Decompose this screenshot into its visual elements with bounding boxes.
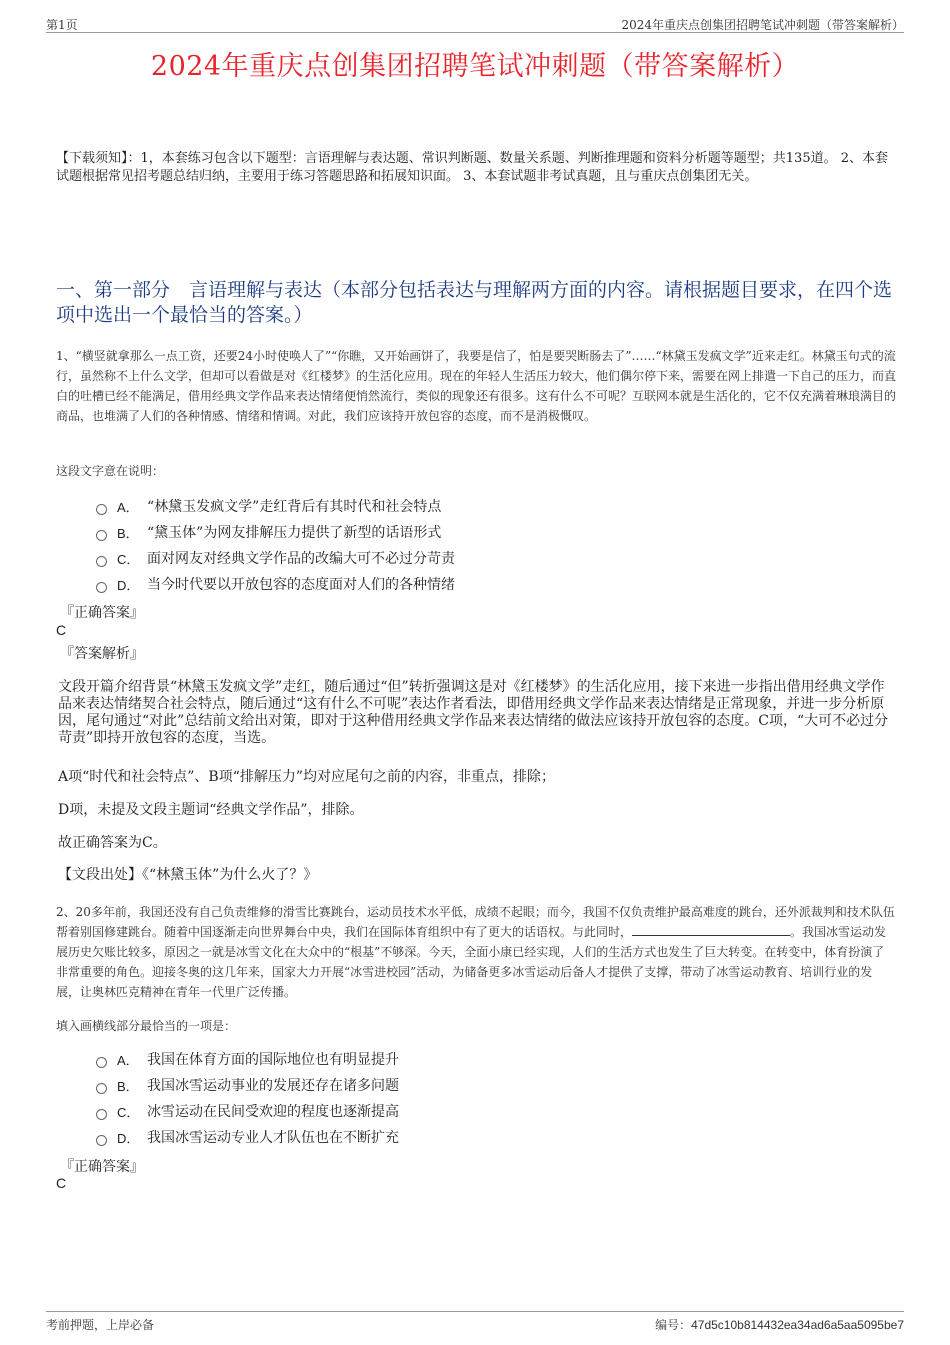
section-title: 一、第一部分 言语理解与表达（本部分包括表达与理解两方面的内容。请根据题目要求，在四个选项中选出一个最恰当的答案。） <box>56 279 893 326</box>
question-2-options <box>96 1046 896 1150</box>
question-1-text: 1、“横竖就拿那么一点工资，还要24小时使唤人了”“你瞧，又开始画饼了，我要是信了，怕是要哭断肠去了”……“林黛玉发疯文学”近来走红。林黛玉句式的流行，虽然称不上什么文学，但却可以看做是对《红楼梦》的生活化应用。现在的年轻人生活压力较大，他们偶尔停下来，需要在网上排遣一下自己的压力，而直白的吐槽已经不能满足，借用经典文学作品来表达情绪便悄然流行，类似的现象还有很多。这有什么不可呢？互联网本就是生活化的，它不仅充满着琳琅满目的商品，也堆满了人们的各种情感、情绪和情调。对此，我们应该持开放包容的态度，而不是消极慨叹。 <box>56 349 897 423</box>
q2-option-a[interactable] <box>96 1046 896 1072</box>
radio-icon[interactable] <box>96 1057 107 1068</box>
download-notice: 【下载须知】：1，本套练习包含以下题型：言语理解与表达题、常识判断题、数量关系题、判断推理题和资料分析题等题型；共135道。 2、本套试题根据常见招考题总结归纳，主要用于练习答题思路和拓展知识面。 3、本套试题非考试真题，且与重庆点创集团无关。 <box>56 151 888 184</box>
question-2-text <box>56 902 896 1002</box>
option-text: 我国冰雪运动专业人才队伍也在不断扩充 <box>147 1130 399 1146</box>
radio-icon[interactable] <box>96 1109 107 1120</box>
option-text: “黛玉体”为网友排解压力提供了新型的话语形式 <box>147 525 442 541</box>
q1-option-d[interactable] <box>96 571 896 597</box>
option-text: 我国在体育方面的国际地位也有明显提升 <box>147 1052 399 1068</box>
q2-text-before: 2、20多年前，我国还没有自己负责维修的滑雪比赛跳台，运动员技术水平低，成绩不起眼；而今，我国不仅负责维护最高难度的跳台，还外派裁判和技术队伍帮着别国修建跳台。随着中国逐渐走向世界舞台中央，我们在国际体育组织中有了更大的话语权。与此同时， <box>56 905 895 939</box>
q1-analysis-end: 故正确答案为C。 <box>58 835 167 851</box>
question-2-prompt: 填入画横线部分最恰当的一项是： <box>56 1019 237 1033</box>
q2-option-c[interactable] <box>96 1098 896 1124</box>
q1-answer: C <box>56 622 67 638</box>
option-letter: B． <box>117 1078 139 1094</box>
radio-icon[interactable] <box>96 1135 107 1146</box>
option-letter: C． <box>117 551 140 567</box>
page-header <box>46 14 904 33</box>
q1-analysis-a: A项“时代和社会特点”、B项“排解压力”均对应尾句之前的内容，非重点，排除； <box>58 769 556 785</box>
q1-option-b[interactable] <box>96 519 896 545</box>
option-letter: B． <box>117 525 139 541</box>
q2-option-d[interactable] <box>96 1124 896 1150</box>
option-text: 当今时代要以开放包容的态度面对人们的各种情绪 <box>147 577 455 593</box>
option-text: 我国冰雪运动事业的发展还存在诸多问题 <box>147 1078 399 1094</box>
option-letter: A． <box>117 499 139 515</box>
page-footer <box>46 1311 904 1332</box>
fill-blank <box>632 923 790 936</box>
option-text: “林黛玉发疯文学”走红背后有其时代和社会特点 <box>147 499 442 515</box>
document-title: 2024年重庆点创集团招聘笔试冲刺题（带答案解析） <box>150 51 800 82</box>
q1-source: 【文段出处】《“林黛玉体”为什么火了？》 <box>58 867 318 883</box>
radio-icon[interactable] <box>96 556 107 567</box>
q2-text-after: 。我国冰雪运动发展历史欠账比较多，原因之一就是冰雪文化在大众中的“根基”不够深。今天，全面小康已经实现，人们的生活方式也发生了巨大转变。在转变中，体育扮演了非常重要的角色。迎接冬奥的这几年来，国家大力开展“冰雪进校园”活动，为储备更多冰雪运动后备人才提供了支撑，带动了冰雪运动教育、培训行业的发展，让奥林匹克精神在青年一代里广泛传播。 <box>56 925 887 999</box>
option-letter: D． <box>117 577 140 593</box>
q1-answer-tag: 『正确答案』 <box>60 605 144 621</box>
radio-icon[interactable] <box>96 504 107 515</box>
option-letter: C． <box>117 1104 140 1120</box>
question-1-options <box>96 493 896 597</box>
header-doc-name: 2024年重庆点创集团招聘笔试冲刺题（带答案解析） <box>621 18 904 32</box>
option-letter: A． <box>117 1052 139 1068</box>
footer-code-label: 编号： <box>655 1318 692 1332</box>
question-1-prompt: 这段文字意在说明： <box>56 464 165 478</box>
q2-answer-tag: 『正确答案』 <box>60 1159 144 1175</box>
q1-analysis: 文段开篇介绍背景“林黛玉发疯文学”走红，随后通过“但”转折强调这是对《红楼梦》的生活化应用，接下来进一步指出借用经典文学作品来表达情绪契合社会特点，随后通过“这有什么不可呢”表达作者看法，即借用经典文学作品来表达情绪是正常现象，并进一步分析原因，尾句通过“对此”总结前文给出对策，即对于这种借用经典文学作品来表达情绪的做法应该持开放包容的态度。C项，“大可不必过分苛责”即持开放包容的态度，当选。 <box>58 679 889 746</box>
radio-icon[interactable] <box>96 1083 107 1094</box>
q2-option-b[interactable] <box>96 1072 896 1098</box>
radio-icon[interactable] <box>96 530 107 541</box>
q1-option-c[interactable] <box>96 545 896 571</box>
q1-analysis-tag: 『答案解析』 <box>60 646 144 662</box>
footer-code <box>655 1316 904 1333</box>
option-text: 冰雪运动在民间受欢迎的程度也逐渐提高 <box>147 1104 399 1120</box>
q1-analysis-d: D项，未提及文段主题词“经典文学作品”，排除。 <box>58 802 364 818</box>
footer-slogan: 考前押题，上岸必备 <box>46 1318 155 1332</box>
page-number: 第1页 <box>46 18 78 32</box>
q2-answer: C <box>56 1175 67 1191</box>
radio-icon[interactable] <box>96 582 107 593</box>
option-text: 面对网友对经典文学作品的改编大可不必过分苛责 <box>147 551 455 567</box>
q1-option-a[interactable] <box>96 493 896 519</box>
footer-code-value: 47d5c10b814432ea34ad6a5aa5095be7 <box>691 1318 904 1332</box>
option-letter: D． <box>117 1130 140 1146</box>
